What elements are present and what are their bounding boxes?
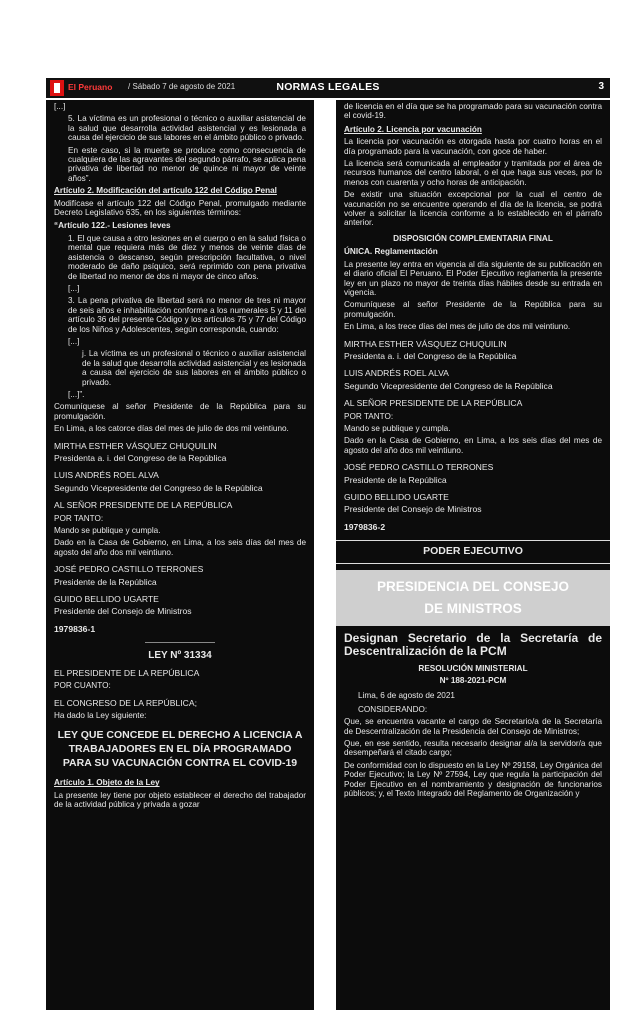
signatory-role: Segundo Vicepresidente del Congreso de la República bbox=[54, 482, 263, 493]
signatory-role: Presidente de la República bbox=[344, 474, 447, 485]
paragraph: de licencia en el día que se ha programado para su vacunación contra el covid-19. bbox=[344, 102, 602, 121]
law-number: LEY Nº 31334 bbox=[148, 650, 212, 662]
ellipsis: [...]”. bbox=[68, 389, 85, 399]
article-heading: ÚNICA. Reglamentación bbox=[344, 247, 438, 257]
signatory-role: Segundo Vicepresidente del Congreso de la República bbox=[344, 380, 553, 391]
document-code: 1979836-1 bbox=[54, 623, 96, 634]
ellipsis: [...] bbox=[68, 283, 80, 293]
paragraph: En Lima, a los catorce días del mes de julio de dos mil veintiuno. bbox=[54, 424, 289, 434]
paragraph: De existir una situación excepcional por la cual el centro de vacunación no se encuentre operando el día de la licencia, se podrá volver a solicitar la licencia conforme a lo establecido en el párrafo anterior. bbox=[344, 190, 602, 228]
resolution-label: RESOLUCIÓN MINISTERIAL bbox=[418, 663, 528, 673]
signatory-name: MIRTHA ESTHER VÁSQUEZ CHUQUILIN bbox=[344, 338, 507, 349]
section-heading: DISPOSICIÓN COMPLEMENTARIA FINAL bbox=[393, 233, 553, 243]
divider bbox=[145, 642, 215, 643]
paragraph: POR CUANTO: bbox=[54, 681, 111, 691]
article-heading: Artículo 2. Licencia por vacunación bbox=[344, 124, 482, 134]
signatory-name: JOSÉ PEDRO CASTILLO TERRONES bbox=[344, 462, 494, 473]
paragraph: Que, en ese sentido, resulta necesario designar al/a la servidor/a que desempeñará el citado cargo; bbox=[344, 739, 602, 758]
signatory-role: Presidenta a. i. del Congreso de la República bbox=[344, 350, 517, 361]
poder-ejecutivo-banner: PODER EJECUTIVO bbox=[336, 540, 610, 563]
addressee: AL SEÑOR PRESIDENTE DE LA REPÚBLICA bbox=[54, 500, 233, 511]
paragraph: Mando se publique y cumpla. bbox=[344, 423, 451, 433]
paragraph: Comuníquese al señor Presidente de la República para su promulgación. bbox=[54, 402, 306, 421]
left-column bbox=[46, 100, 314, 1010]
list-item: j. La víctima es un profesional o técnico o auxiliar asistencial de la salud que desarrolla actividad asistencial y es lesionada a causa del ejercicio de sus labores en el ámbito público o privado. bbox=[82, 349, 306, 387]
ellipsis: [...] bbox=[54, 102, 66, 111]
publication-date: / Sábado 7 de agosto de 2021 bbox=[128, 82, 236, 91]
addressee: AL SEÑOR PRESIDENTE DE LA REPÚBLICA bbox=[344, 398, 523, 409]
page-header bbox=[46, 78, 610, 98]
signature-block bbox=[344, 369, 602, 391]
signature-block bbox=[54, 595, 306, 617]
signature-block bbox=[54, 471, 306, 493]
right-column bbox=[336, 100, 610, 1010]
signatory-role: Presidenta a. i. del Congreso de la República bbox=[54, 453, 227, 463]
list-item: 5. La víctima es un profesional o técnico o auxiliar asistencial de la salud que desarrolla actividad asistencial y es lesionada a causa del ejercicio de sus labores en el ámbito público o privado. bbox=[68, 114, 306, 143]
list-item: 1. El que causa a otro lesiones en el cuerpo o en la salud física o mental que requiera más de diez y menos de veinte días de asistencia o descanso, según prescripción facultativa, o nivel moderado de daño psíquico, será reprimido con pena privativa de libertad no menor de dos ni mayor de cinco años. bbox=[68, 233, 306, 281]
page-number: 3 bbox=[598, 81, 604, 92]
paragraph: En este caso, si la muerte se produce como consecuencia de cualquiera de las agravantes del segundo párrafo, se aplica pena privativa de libertad no menor de quince ni mayor de veinte años”. bbox=[68, 145, 306, 183]
paragraph: EL CONGRESO DE LA REPÚBLICA; bbox=[54, 697, 197, 708]
signature-block bbox=[344, 493, 602, 515]
paragraph: Comuníquese al señor Presidente de la República para su promulgación. bbox=[344, 300, 602, 319]
paragraph: En Lima, a los trece días del mes de julio de dos mil veintiuno. bbox=[344, 322, 571, 332]
signature-block bbox=[344, 463, 602, 485]
signatory-name: LUIS ANDRÉS ROEL ALVA bbox=[344, 368, 449, 379]
paragraph: Que, se encuentra vacante el cargo de Secretario/a de la Secretaría de Descentralización de la Presidencia del Consejo de Ministros; bbox=[344, 717, 602, 736]
article-subheading: “Artículo 122.- Lesiones leves bbox=[54, 221, 171, 231]
signature-block bbox=[54, 442, 306, 464]
signatory-name: GUIDO BELLIDO UGARTE bbox=[344, 492, 449, 502]
signature-block bbox=[344, 340, 602, 362]
document-code: 1979836-2 bbox=[344, 521, 386, 532]
signatory-name: LUIS ANDRÉS ROEL ALVA bbox=[54, 470, 159, 481]
publication-name: El Peruano bbox=[68, 82, 113, 92]
signatory-name: JOSÉ PEDRO CASTILLO TERRONES bbox=[54, 564, 204, 575]
resolution-title: Designan Secretario de la Secretaría de Descentralización de la PCM bbox=[344, 630, 602, 658]
paragraph: Dado en la Casa de Gobierno, en Lima, a los seis días del mes de agosto del año dos mil veintiuno. bbox=[54, 538, 306, 557]
paragraph: La presente ley tiene por objeto establecer el derecho del trabajador de la actividad pública y privada a gozar bbox=[54, 790, 306, 810]
paragraph: La presente ley entra en vigencia al día siguiente de su publicación en el diario oficial El Peruano. El Poder Ejecutivo reglamenta la presente ley en un plazo no mayor de treinta días hábiles desde su entrada en vigencia. bbox=[344, 259, 602, 297]
paragraph: Lima, 6 de agosto de 2021 bbox=[358, 691, 455, 701]
paragraph: La licencia será comunicada al empleador y tramitada por el área de recursos humanos del centro laboral, o el que haga sus veces, por lo menos con cuarenta y ocho horas de anticipación. bbox=[344, 159, 602, 187]
paragraph: Dado en la Casa de Gobierno, en Lima, a los seis días del mes de agosto del año dos mil veintiuno. bbox=[344, 436, 602, 455]
pcm-banner-line: DE MINISTROS bbox=[424, 600, 522, 616]
signatory-role: Presidente de la República bbox=[54, 576, 157, 587]
paragraph: De conformidad con lo dispuesto en la Ley Nº 29158, Ley Orgánica del Poder Ejecutivo; la Ley Nº 27594, Ley que regula la participación del Poder Ejecutivo en el nombramiento y designación de funcionarios públicos; y, el Texto Integrado del Reglamento de Organización y bbox=[344, 760, 602, 799]
list-item: 3. La pena privativa de libertad será no menor de tres ni mayor de seis años e inhabilitación conforme a los numerales 5 y 11 del artículo 36 del presente Código y los artículos 75 y 77 del Código de los Niños y Adolescentes, según corresponda, cuando: bbox=[68, 296, 306, 334]
signatory-role: Presidente del Consejo de Ministros bbox=[54, 606, 192, 617]
paragraph: CONSIDERANDO: bbox=[358, 704, 428, 714]
paragraph: Ha dado la Ley siguiente: bbox=[54, 710, 147, 720]
signatory-name: GUIDO BELLIDO UGARTE bbox=[54, 594, 159, 605]
signature-block bbox=[54, 565, 306, 587]
por-tanto: POR TANTO: bbox=[54, 513, 104, 523]
article-heading: Artículo 1. Objeto de la Ley bbox=[54, 778, 160, 788]
signatory-role: Presidente del Consejo de Ministros bbox=[344, 504, 482, 515]
paragraph: EL PRESIDENTE DE LA REPÚBLICA bbox=[54, 667, 200, 678]
paragraph: La licencia por vacunación es otorgada hasta por cuatro horas en el día programado para la vacunación, con goce de haber. bbox=[344, 137, 602, 156]
section-title: NORMAS LEGALES bbox=[276, 81, 380, 93]
law-title: LEY QUE CONCEDE EL DERECHO A LICENCIA A TRABAJADORES EN EL DÍA PROGRAMADO PARA SU VACUNACIÓN CONTRA EL COVID-19 bbox=[57, 729, 303, 770]
paragraph: Modifícase el artículo 122 del Código Penal, promulgado mediante Decreto Legislativo 635, en los siguientes términos: bbox=[54, 198, 306, 218]
por-tanto: POR TANTO: bbox=[344, 411, 394, 421]
paragraph: Mando se publique y cumpla. bbox=[54, 526, 161, 536]
pcm-section-banner bbox=[336, 570, 610, 626]
resolution-number: Nº 188-2021-PCM bbox=[439, 676, 507, 686]
signatory-name: MIRTHA ESTHER VÁSQUEZ CHUQUILIN bbox=[54, 440, 217, 451]
ellipsis: [...] bbox=[68, 336, 80, 346]
article-heading: Artículo 2. Modificación del artículo 122 del Código Penal bbox=[54, 186, 277, 196]
pcm-banner-line: PRESIDENCIA DEL CONSEJO bbox=[376, 578, 570, 594]
